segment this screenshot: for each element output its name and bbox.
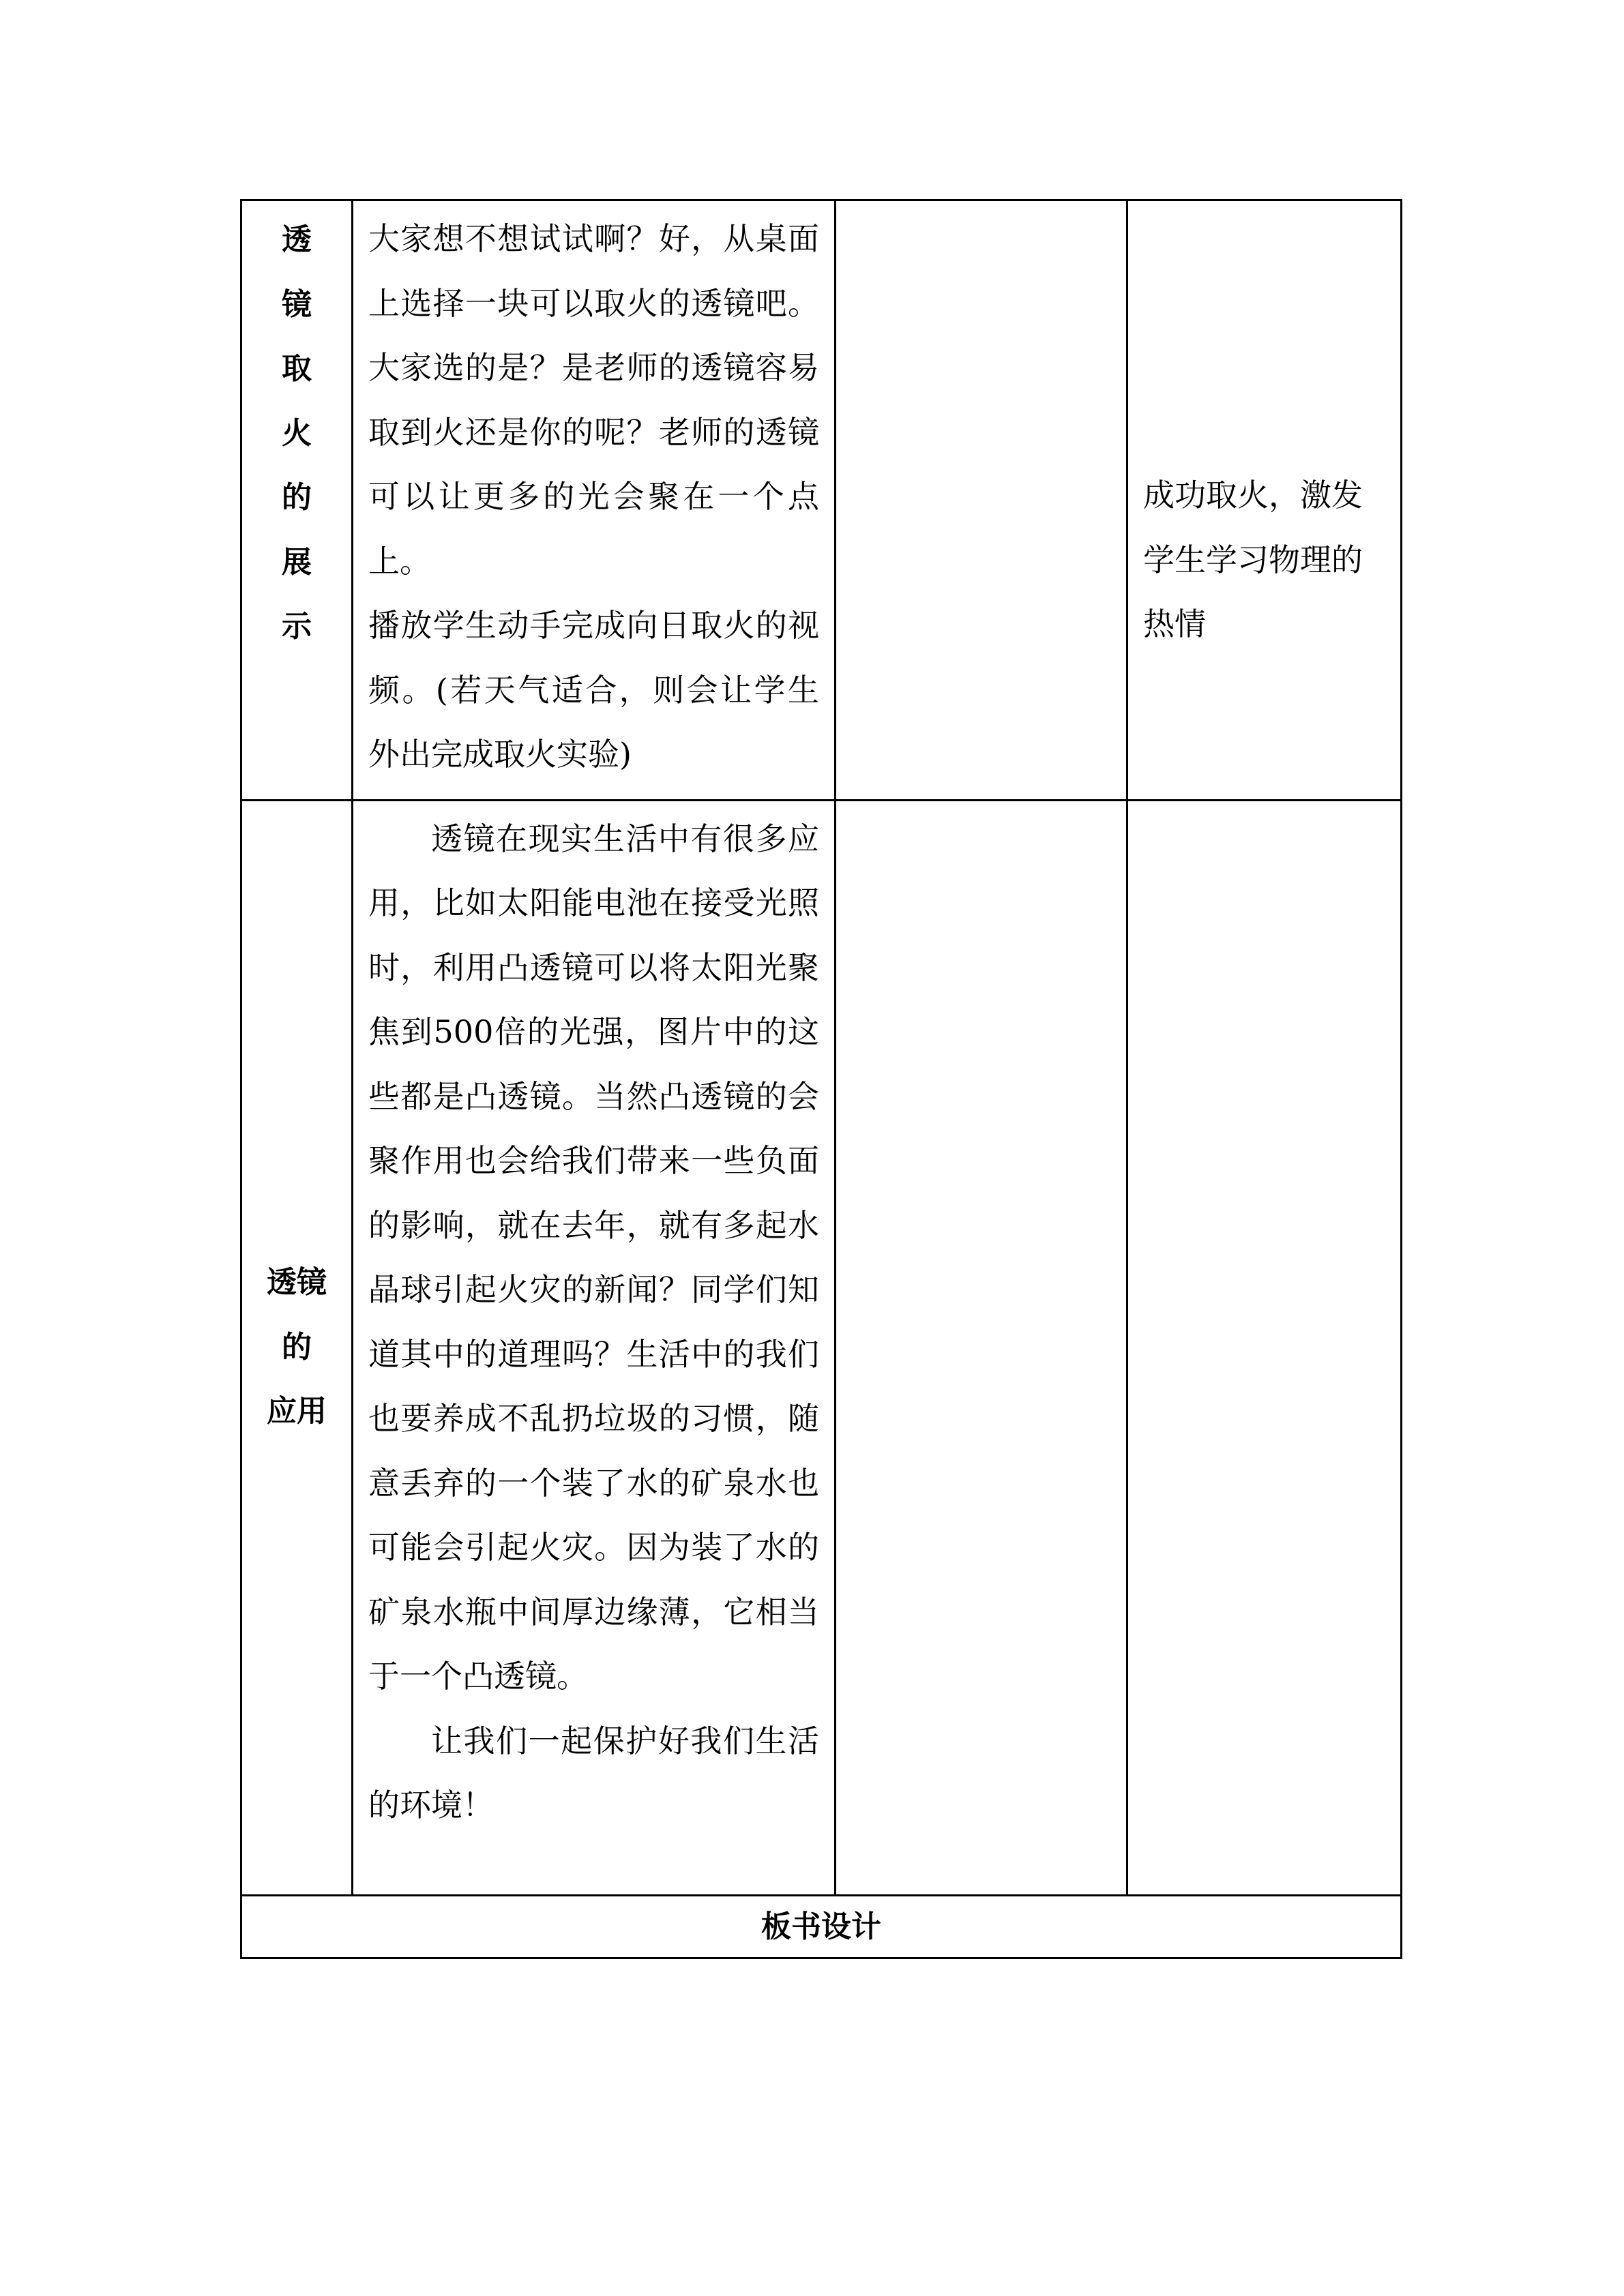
row-title-char: 透 [282, 222, 312, 257]
row-title-char: 展 [282, 544, 312, 580]
table-row [241, 800, 1402, 1895]
content-paragraph: 透镜在现实生活中有很多应用，比如太阳能电池在接受光照时，利用凸透镜可以将太阳光聚焦到500倍的光强，图片中的这些都是凸透镜。当然凸透镜的会聚作用也会给我们带来一些负面的影响，就在去年，就有多起水晶球引起火灾的新闻？同学们知道其中的道理吗？生活中的我们也要养成不乱扔垃圾的习惯，随意丢弃的一个装了水的矿泉水也可能会引起火灾。因为装了水的矿泉水瓶中间厚边缘薄，它相当于一个凸透镜。 [368, 820, 819, 1695]
row-title-line: 应用 [267, 1394, 327, 1429]
row-title-char: 取 [282, 351, 312, 386]
student-activity-text [836, 201, 1126, 219]
design-intent-cell [1127, 800, 1402, 1895]
row-title-line: 透镜 [267, 1265, 327, 1300]
student-activity-text [836, 801, 1126, 819]
row-title-cell [241, 200, 353, 801]
design-intent-text: 成功取火，激发学生学习物理的热情 [1143, 477, 1363, 642]
student-activity-cell [836, 800, 1127, 1895]
row-title [242, 201, 351, 659]
table-row [241, 200, 1402, 801]
row-title-line: 的 [282, 1329, 312, 1365]
lesson-plan-table [240, 199, 1402, 1959]
design-intent-text [1128, 801, 1400, 819]
row-title-char: 镜 [282, 286, 312, 322]
row-title-char: 的 [282, 480, 312, 515]
teacher-activity-cell [353, 200, 836, 801]
design-intent-cell [1127, 200, 1402, 801]
row-title [242, 1251, 351, 1444]
student-activity-cell [836, 200, 1127, 801]
content-paragraph: 让我们一起保护好我们生活的环境！ [368, 1722, 819, 1823]
row-title-char: 示 [282, 609, 312, 644]
content-paragraph: 播放学生动手完成向日取火的视频。(若天气适合，则会让学生外出完成取火实验) [368, 607, 819, 773]
row-title-char: 火 [282, 415, 312, 451]
content-paragraph: 大家想不想试试啊？好，从桌面上选择一块可以取火的透镜吧。大家选的是？是老师的透镜容易取到火还是你的呢？老师的透镜可以让更多的光会聚在一个点上。 [368, 220, 819, 580]
teacher-activity-text [353, 801, 834, 1850]
row-title-cell [241, 800, 353, 1895]
table-row [241, 1895, 1402, 1958]
teacher-activity-text [353, 201, 834, 799]
board-design-heading: 板书设计 [241, 1895, 1402, 1958]
teacher-activity-cell [353, 800, 836, 1895]
